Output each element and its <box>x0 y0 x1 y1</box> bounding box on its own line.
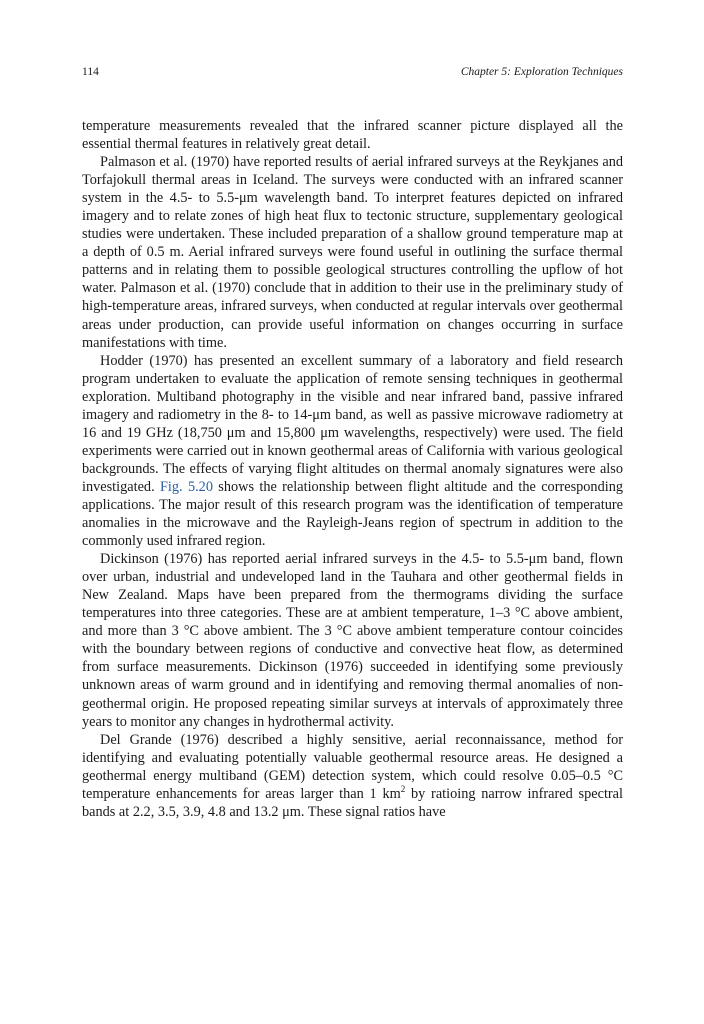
paragraph-4: Dickinson (1976) has reported aerial infrared surveys in the 4.5- to 5.5-μm band, flown over urban, industrial and undeveloped land in the Tauhara and other geothermal fields in New Zealand. Maps have been prepared from the thermograms dividing the surface temperatures into three categories. These are at ambient temperature, 1–3 °C above ambient, and more than 3 °C above ambient. The 3 °C above ambient temperature contour coincides with the boundary between regions of conductive and convective heat flow, as determined from surface measurements. Dickinson (1976) succeeded in identifying some previously unknown areas of warm ground and in identifying and removing thermal anomalies of non-geothermal origin. He proposed repeating similar surveys at intervals of approximately three years to monitor any changes in hydrothermal activity. <box>82 551 623 730</box>
paragraph-5-text-a: Del Grande (1976) described a highly sensitive, aerial reconnaissance, method for identifying and evaluating potentially valuable geothermal resource areas. He designed a geothermal energy multiband (GEM) detection system, which could resolve 0.05–0.5 °C temperature enhancements for areas larger than 1 km <box>82 731 623 802</box>
paragraph-5-text-b: by ratioing narrow infrared spectral bands at 2.2, 3.5, 3.9, 4.8 and 13.2 μm. These signal ratios have <box>82 785 624 820</box>
page-header <box>82 66 623 82</box>
superscript: 2 <box>400 783 406 794</box>
body-text <box>82 117 623 821</box>
running-head: Chapter 5: Exploration Techniques <box>460 66 623 78</box>
page-number: 114 <box>82 66 99 78</box>
paragraph-3-text-a: Hodder (1970) has presented an excellent summary of a laboratory and field research program undertaken to evaluate the application of remote sensing techniques in geothermal exploration. Multiband photography in the visible and near infrared band, passive infrared imagery and radiometry in the 8- to 14-μm band, as well as passive microwave radiometry at 16 and 19 GHz (18,750 μm and 15,800 μm wavelengths, respectively) were used. The field experiments were carried out in known geothermal areas of California with various geological backgrounds. The effects of varying flight altitudes on thermal anomaly signatures were also investigated. <box>82 352 623 495</box>
paragraph-3 <box>82 352 623 551</box>
paragraph-1: temperature measurements revealed that the infrared scanner picture displayed all the essential thermal features in relatively great detail. <box>82 118 623 153</box>
paragraph-5 <box>82 731 623 821</box>
paragraph-2: Palmason et al. (1970) have reported results of aerial infrared surveys at the Reykjanes and Torfajokull thermal areas in Iceland. The surveys were conducted with an infrared scanner system in the 4.5- to 5.5-μm wavelength band. To interpret features depicted on infrared imagery and to relate zones of high heat flux to tectonic structure, supplementary geological studies were undertaken. These included preparation of a shallow ground temperature map at a depth of 0.5 m. Aerial infrared surveys were found useful in outlining the surface thermal patterns and in relating them to possible geological structures controlling the upflow of hot water. Palmason et al. (1970) conclude that in addition to their use in the preliminary study of high-temperature areas, infrared surveys, when conducted at regular intervals over geothermal areas under production, can provide useful information on changes occurring in surface manifestations with time. <box>82 154 623 351</box>
paragraph-3-text-b: shows the relationship between flight altitude and the corresponding applications. The major result of this research program was the identification of temperature anomalies in the microwave and the Rayleigh-Jeans region of spectrum in addition to the commonly used infrared region. <box>82 478 623 550</box>
figure-link[interactable]: Fig. 5.20 <box>159 478 213 495</box>
